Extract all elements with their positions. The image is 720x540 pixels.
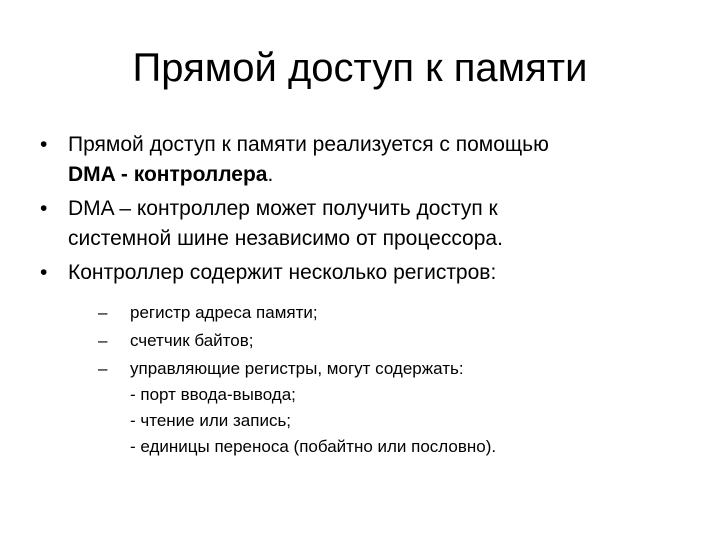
- sub-item-1: [98, 300, 658, 326]
- bullet-list: [38, 130, 678, 292]
- sub-item-text: регистр адреса памяти;: [130, 303, 318, 322]
- sub-item-text: управляющие регистры, могут содержать:: [130, 359, 464, 378]
- bullet-item-3: [38, 258, 678, 288]
- sub-list: [98, 300, 658, 462]
- sub-item-detail-line: - порт ввода-вывода;: [130, 385, 296, 404]
- sub-item-detail-line: - единицы переноса (побайтно или пословно).: [130, 437, 497, 456]
- bullet-icon: •: [40, 133, 48, 156]
- bullet-text-line: Прямой доступ к памяти реализуется с помощью: [68, 133, 549, 156]
- sub-item-detail-line: - чтение или запись;: [130, 411, 292, 430]
- bullet-item-2: [38, 194, 678, 254]
- bullet-text-tail: .: [267, 163, 274, 186]
- slide-title: Прямой доступ к памяти: [132, 46, 588, 90]
- bullet-text-line: DMA – контроллер может получить доступ к: [68, 197, 498, 220]
- bullet-icon: •: [40, 261, 48, 284]
- bullet-text-line: Контроллер содержит несколько регистров:: [68, 261, 497, 284]
- bullet-item-1: [38, 130, 678, 190]
- sub-item-3: [98, 356, 658, 460]
- dash-icon: –: [98, 331, 108, 350]
- bullet-bold-text: DMA - контроллера: [68, 163, 268, 186]
- sub-item-text: счетчик байтов;: [130, 331, 254, 350]
- sub-item-2: [98, 328, 658, 354]
- dash-icon: –: [98, 303, 108, 322]
- dash-icon: –: [98, 359, 108, 378]
- bullet-text-line: системной шине независимо от процессора.: [68, 227, 503, 250]
- bullet-icon: •: [40, 197, 48, 220]
